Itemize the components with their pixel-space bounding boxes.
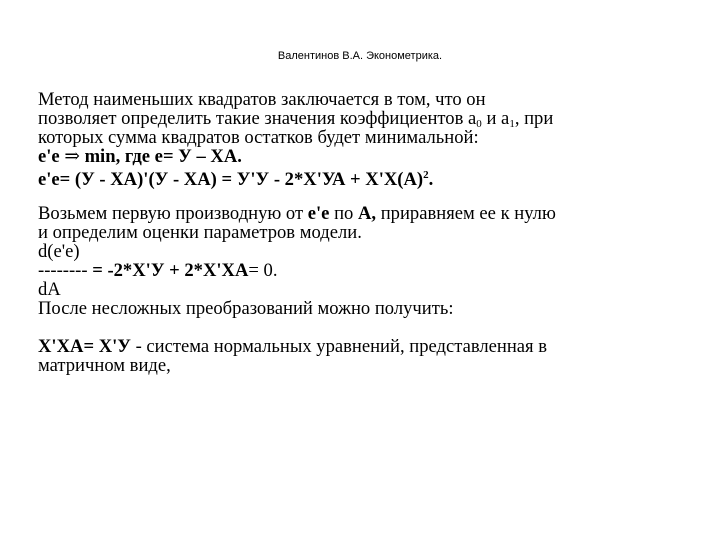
paragraph1-line3: которых сумма квадратов остатков будет минимальной:	[38, 127, 479, 148]
text-fragment: , при	[514, 108, 554, 129]
text-fragment: .	[428, 169, 434, 190]
paragraph2-line2: и определим оценки параметров модели.	[38, 222, 362, 243]
formula1-lhs: e'e	[38, 146, 65, 167]
formula2-text: e'e= (У - ХА)'(У - ХА) = У'У - 2*Х'УА + Х'Х(А)	[38, 169, 424, 190]
fraction-dashes: --------	[38, 260, 88, 281]
formula1-rhs: min, где e= У – ХА.	[79, 146, 242, 167]
paragraph1-line1: Метод наименьших квадратов заключается в том, что он	[38, 89, 486, 110]
text-fragment: позволяет определить такие значения коэффициентов a	[38, 108, 477, 129]
bold-term: е'е	[307, 203, 330, 224]
bold-term: А,	[357, 203, 377, 224]
spacer	[38, 318, 678, 337]
implies-arrow-icon: ⇒	[64, 146, 80, 167]
paragraph4-line1	[38, 337, 678, 356]
text-fragment: - система нормальных уравнений, представленная в	[130, 336, 548, 357]
paragraph4-line2: матричном виде,	[38, 355, 171, 376]
superscript: 2	[423, 169, 429, 181]
slide-body	[38, 90, 678, 375]
derivative-numerator: d(e'e)	[38, 241, 80, 262]
derivative-equation-bold: = -2*Х'У + 2*Х'ХА	[87, 260, 249, 281]
text-fragment: приравняем ее к нулю	[376, 203, 556, 224]
slide-header: Валентинов В.А. Эконометрика.	[277, 50, 443, 62]
paragraph2-line1	[38, 204, 678, 223]
text-fragment: Возьмем первую производную от	[38, 203, 308, 224]
derivative-equation	[38, 261, 678, 280]
formula1	[38, 147, 678, 166]
subscript: 1	[509, 118, 515, 130]
subscript: 0	[476, 118, 482, 130]
text-fragment: = 0.	[248, 260, 278, 281]
text-fragment: по	[329, 203, 358, 224]
derivative-denominator: dA	[38, 279, 61, 300]
paragraph1-line2	[38, 109, 678, 128]
bold-term: Х'ХА= Х'У	[38, 336, 131, 357]
text-fragment: и a	[481, 108, 510, 129]
formula2	[38, 166, 678, 190]
paragraph3-line1: После несложных преобразований можно получить:	[38, 298, 454, 319]
